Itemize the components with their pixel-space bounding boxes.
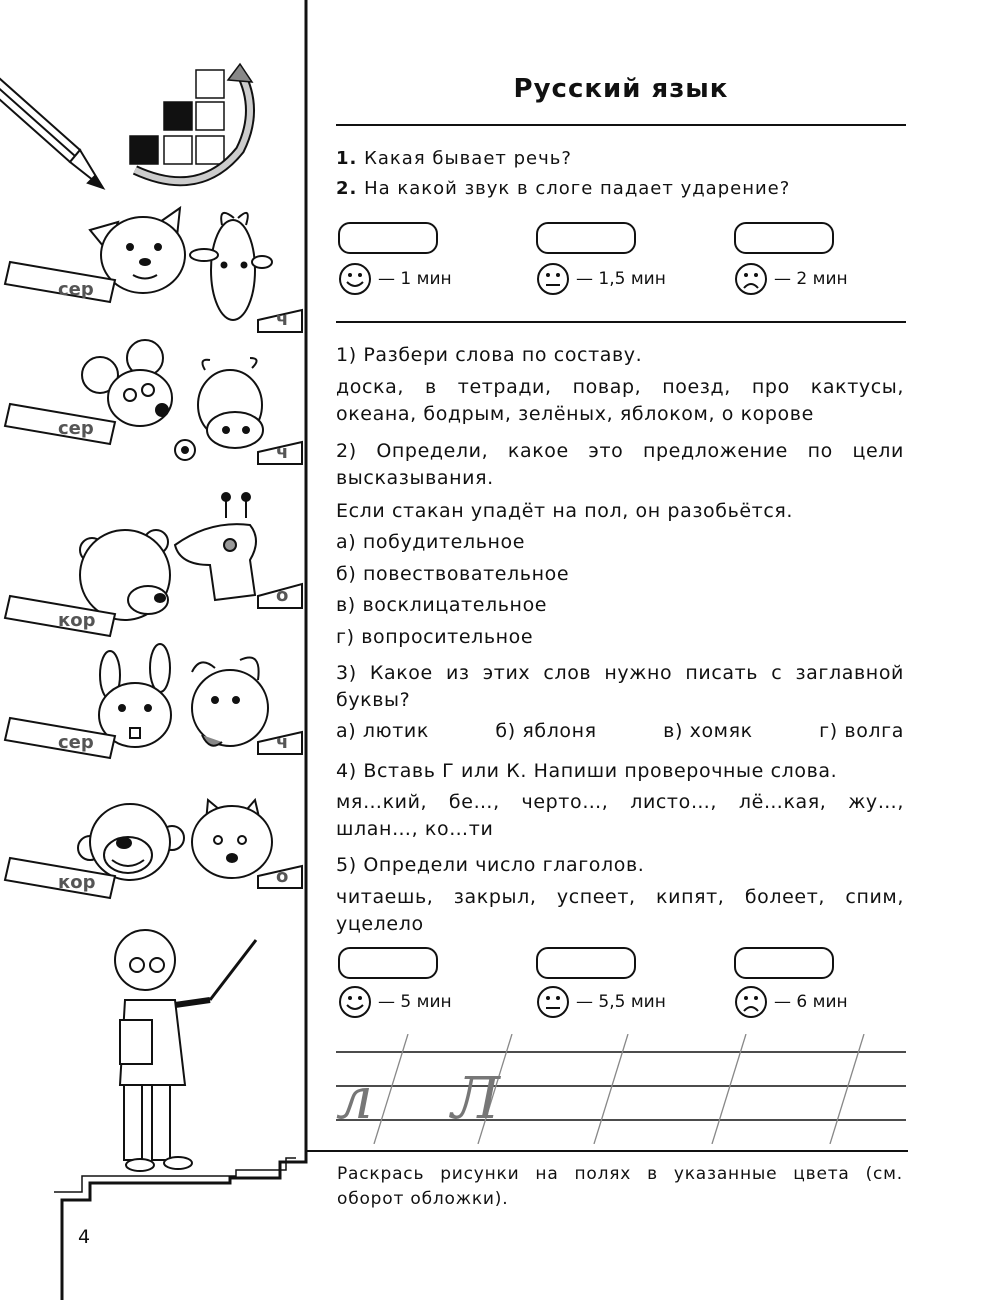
copybook-letters: л Л <box>336 1064 530 1132</box>
margin-tags <box>0 0 310 1300</box>
timing-neutral-top <box>536 262 666 296</box>
timing-neutral-bottom <box>536 985 666 1019</box>
smile-icon <box>338 985 372 1019</box>
answer-box-2[interactable] <box>536 222 636 254</box>
tag-pair-3 <box>5 584 302 636</box>
tag-right-3: о <box>276 585 289 606</box>
task-2-option-a: а) побудительное <box>336 531 526 553</box>
sad-face-icon <box>734 262 768 296</box>
task-3-option-c: в) хомяк <box>663 720 753 742</box>
divider-top <box>336 124 906 126</box>
timing-sad-top <box>734 262 848 296</box>
answer-box-3[interactable] <box>734 222 834 254</box>
task-3-options <box>336 720 904 742</box>
timing-neutral-top-label: — 1,5 мин <box>576 269 666 289</box>
task-2-sentence: Если стакан упадёт на пол, он разобьётся. <box>336 500 794 522</box>
intro-question-1 <box>336 148 572 169</box>
tag-pair-4 <box>5 718 302 758</box>
tag-left-2: сер <box>58 418 94 439</box>
intro-question-2 <box>336 178 790 199</box>
answer-box-1[interactable] <box>338 222 438 254</box>
tag-left-4: сер <box>58 732 94 753</box>
timing-sad-bottom <box>734 985 848 1019</box>
tag-right-4: ч <box>276 732 289 753</box>
tag-right-5: о <box>276 866 289 887</box>
intro-question-1-text: Какая бывает речь? <box>364 148 572 169</box>
tag-pair-1 <box>5 262 302 332</box>
task-2-title: 2) Определи, какое это предложение по цели высказывания. <box>336 440 904 489</box>
task-2-option-d: г) вопросительное <box>336 626 534 648</box>
smile-icon <box>338 262 372 296</box>
task-1-words: доска, в тетради, повар, поезд, про кактусы, океана, бодрым, зелёных, яблоком, о корове <box>336 376 904 425</box>
answer-box-5[interactable] <box>536 947 636 979</box>
tag-left-5: кор <box>58 872 96 893</box>
tag-right-1: ч <box>276 309 289 330</box>
task-3-option-d: г) волга <box>819 720 904 742</box>
page-number: 4 <box>78 1226 91 1248</box>
neutral-face-icon <box>536 985 570 1019</box>
tag-left-1: сер <box>58 279 94 300</box>
task-2-option-c: в) восклицательное <box>336 594 548 616</box>
tag-right-2: ч <box>276 442 289 463</box>
timing-happy-top <box>338 262 452 296</box>
task-5-title: 5) Определи число глаголов. <box>336 854 645 876</box>
tag-pair-2 <box>5 404 302 464</box>
tag-pair-5 <box>5 858 302 898</box>
task-4-title: 4) Вставь Г или К. Напиши проверочные слова. <box>336 760 838 782</box>
timing-neutral-bottom-label: — 5,5 мин <box>576 992 666 1012</box>
task-1-title: 1) Разбери слова по составу. <box>336 344 643 366</box>
answer-box-6[interactable] <box>734 947 834 979</box>
coloring-note: Раскрась рисунки на полях в указанные цвета (см. оборот обложки). <box>337 1164 903 1209</box>
timing-sad-bottom-label: — 6 мин <box>774 992 848 1012</box>
intro-question-1-num: 1. <box>336 148 358 169</box>
neutral-face-icon <box>536 262 570 296</box>
timing-happy-bottom-label: — 5 мин <box>378 992 452 1012</box>
task-4-words: мя…кий, бе…, черто…, листо…, лё…кая, жу…, шлан…, ко…ти <box>336 791 904 840</box>
timing-happy-bottom <box>338 985 452 1019</box>
task-5-words: читаешь, закрыл, успеет, кипят, болеет, спим, уцелело <box>336 886 904 935</box>
divider-middle <box>336 321 906 323</box>
tag-left-3: кор <box>58 610 96 631</box>
intro-question-2-num: 2. <box>336 178 358 199</box>
timing-happy-top-label: — 1 мин <box>378 269 452 289</box>
task-3-option-b: б) яблоня <box>495 720 597 742</box>
intro-question-2-text: На какой звук в слоге падает ударение? <box>364 178 791 199</box>
page-title: Русский язык <box>513 74 729 104</box>
timing-sad-top-label: — 2 мин <box>774 269 848 289</box>
sad-face-icon <box>734 985 768 1019</box>
task-3-title: 3) Какое из этих слов нужно писать с заглавной буквы? <box>336 662 904 711</box>
answer-box-4[interactable] <box>338 947 438 979</box>
task-3-option-a: а) лютик <box>336 720 429 742</box>
task-2-option-b: б) повествовательное <box>336 563 570 585</box>
margin-illustrations <box>0 0 310 1300</box>
divider-bottom <box>306 1150 908 1152</box>
handwriting-lines <box>336 1034 906 1144</box>
